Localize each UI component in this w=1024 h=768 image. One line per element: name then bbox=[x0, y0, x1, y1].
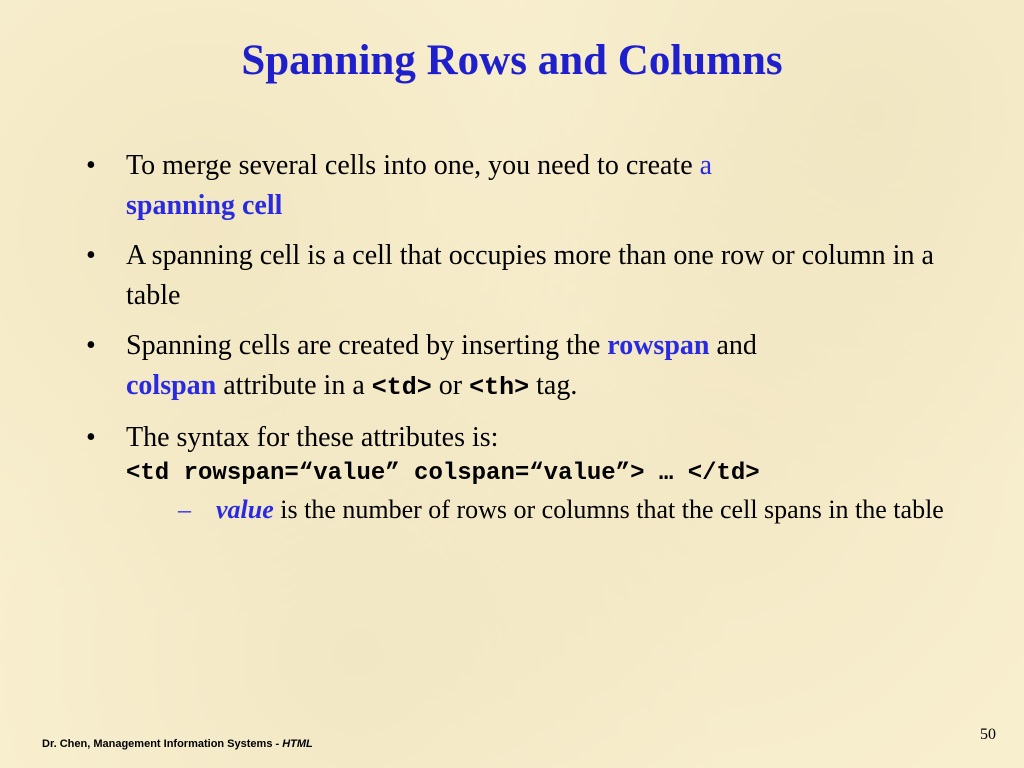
bullet-icon: • bbox=[86, 150, 96, 181]
keyword-colspan: colspan bbox=[126, 370, 217, 401]
bullet-text: The syntax for these attributes is: bbox=[126, 422, 499, 453]
slide-title: Spanning Rows and Columns bbox=[241, 37, 783, 84]
bullet-item-definition bbox=[80, 236, 950, 316]
bullet-text: A spanning cell is a cell that occupies more than one row or column in a table bbox=[126, 240, 934, 311]
bullet-text: tag. bbox=[529, 370, 578, 401]
dash-icon: – bbox=[178, 495, 191, 524]
highlight-term: spanning cell bbox=[126, 190, 283, 221]
bullet-text: To merge several cells into one, you need to create bbox=[126, 150, 700, 181]
bullet-item-attributes bbox=[80, 326, 950, 408]
bullet-text: attribute in a bbox=[216, 370, 372, 401]
bullet-item-syntax bbox=[80, 418, 950, 528]
sub-bullet-value bbox=[170, 492, 950, 528]
code-td: <td> bbox=[371, 373, 432, 402]
footer-credit bbox=[42, 738, 313, 750]
footer-course: HTML bbox=[282, 738, 313, 750]
term-value: value bbox=[216, 495, 274, 524]
footer-author: Dr. Chen, Management Information Systems - bbox=[42, 738, 283, 750]
bullet-icon: • bbox=[86, 240, 96, 271]
bullet-text: Spanning cells are created by inserting the bbox=[126, 330, 608, 361]
highlight-article: a bbox=[699, 150, 713, 181]
keyword-rowspan: rowspan bbox=[607, 330, 710, 361]
syntax-code: <td rowspan=“value” colspan=“value”> … </td> bbox=[126, 460, 760, 487]
bullet-text: and bbox=[709, 330, 757, 361]
sub-bullet-text: is the number of rows or columns that the cell spans in the table bbox=[273, 495, 944, 524]
bullet-list bbox=[80, 146, 950, 538]
page-number: 50 bbox=[980, 726, 996, 743]
bullet-icon: • bbox=[86, 422, 96, 453]
bullet-icon: • bbox=[86, 330, 96, 361]
code-th: <th> bbox=[469, 373, 530, 402]
bullet-item-spanning-cell bbox=[80, 146, 950, 226]
bullet-text: or bbox=[431, 370, 470, 401]
